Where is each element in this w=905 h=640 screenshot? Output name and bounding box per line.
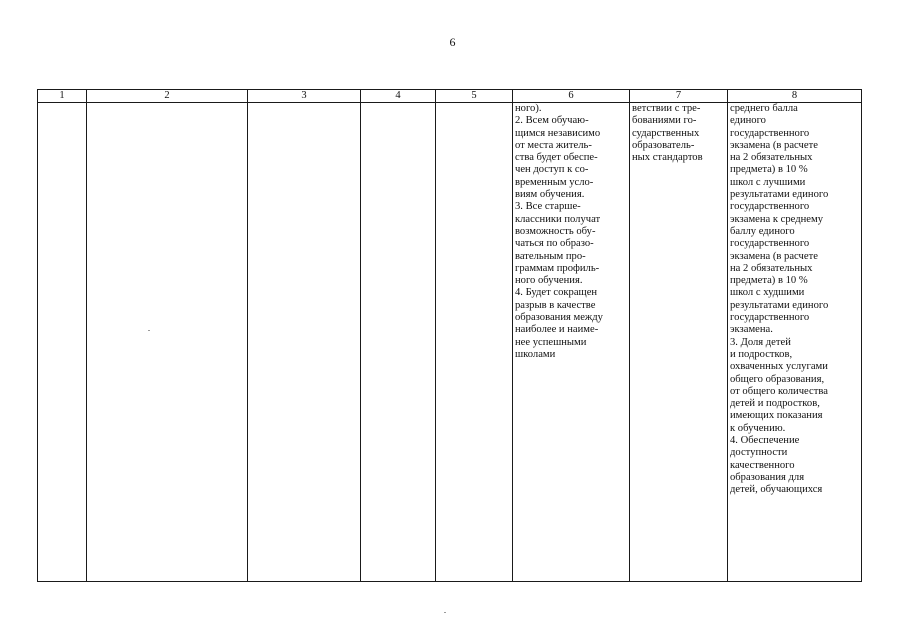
cell-text-line: образователь- bbox=[632, 139, 695, 151]
cell-text-line: государственного bbox=[730, 238, 810, 250]
table-body-row bbox=[38, 103, 862, 582]
cell-col-1 bbox=[38, 103, 87, 582]
column-header-6: 6 bbox=[513, 90, 630, 103]
cell-text-line: 4. Будет сокращен bbox=[515, 287, 598, 299]
cell-text-line: детей, обучающихся bbox=[730, 484, 823, 496]
cell-text-line: ных стандартов bbox=[632, 152, 703, 164]
cell-text-line: наиболее и наиме- bbox=[515, 324, 599, 336]
column-header-1: 1 bbox=[38, 90, 87, 103]
cell-text-line: школ с худшими bbox=[730, 287, 805, 299]
cell-text-line: государственного bbox=[730, 201, 810, 213]
cell-text-line: предмета) в 10 % bbox=[730, 164, 808, 176]
cell-text-line: предмета) в 10 % bbox=[730, 275, 808, 287]
cell-col-2 bbox=[87, 103, 248, 582]
cell-text-line: граммам профиль- bbox=[515, 262, 600, 274]
cell-text-line: ветствии с тре- bbox=[632, 103, 701, 114]
cell-col-6 bbox=[513, 103, 630, 582]
cell-text-line: 4. Обеспечение bbox=[730, 435, 800, 447]
cell-text-line: единого bbox=[730, 115, 766, 127]
cell-col-3 bbox=[248, 103, 361, 582]
cell-text-line: ного обучения. bbox=[515, 275, 583, 287]
cell-text-line: школ с лучшими bbox=[730, 176, 806, 188]
cell-text-line: государственного bbox=[730, 127, 810, 139]
cell-text-line: щимся независимо bbox=[515, 127, 601, 139]
column-header-3: 3 bbox=[248, 90, 361, 103]
cell-text-line: на 2 обязательных bbox=[730, 152, 813, 164]
cell-text-line: экзамена к среднему bbox=[730, 213, 823, 225]
cell-text-line: виям обучения. bbox=[515, 189, 585, 201]
cell-text-line: 3. Все старше- bbox=[515, 201, 581, 213]
cell-text-line: качественного bbox=[730, 459, 795, 471]
cell-text-line: доступности bbox=[730, 447, 788, 459]
table-header-row bbox=[38, 90, 862, 103]
cell-col-5 bbox=[436, 103, 513, 582]
cell-text-line: и подростков, bbox=[730, 348, 793, 360]
cell-text-line: общего образования, bbox=[730, 373, 825, 385]
column-header-8: 8 bbox=[728, 90, 862, 103]
column-header-7: 7 bbox=[630, 90, 728, 103]
cell-text-line: от общего количества bbox=[730, 385, 828, 397]
cell-text-line: классники получат bbox=[515, 213, 601, 225]
cell-text-line: вательным про- bbox=[515, 250, 586, 262]
cell-text-line: имеющих показания bbox=[730, 410, 823, 422]
column-header-4: 4 bbox=[361, 90, 436, 103]
cell-text-line: детей и подростков, bbox=[730, 398, 820, 410]
page-number: 6 bbox=[449, 35, 456, 49]
cell-text-line: возможность обу- bbox=[515, 225, 596, 237]
cell-text-line: к обучению. bbox=[730, 422, 786, 434]
cell-text-line: результатами единого bbox=[730, 189, 829, 201]
cell-text-line: чаться по образо- bbox=[515, 238, 594, 250]
cell-text-line: временным усло- bbox=[515, 176, 594, 188]
cell-col-4 bbox=[361, 103, 436, 582]
cell-text-line: сударственных bbox=[632, 127, 700, 139]
cell-text-line: государственного bbox=[730, 312, 810, 324]
cell-col-8 bbox=[728, 103, 862, 582]
cell-text-line: ства будет обеспе- bbox=[515, 152, 598, 164]
cell-text-line: на 2 обязательных bbox=[730, 262, 813, 274]
cell-text-line: результатами единого bbox=[730, 299, 829, 311]
cell-text-line: школами bbox=[515, 348, 556, 360]
cell-text-line: среднего балла bbox=[730, 103, 798, 114]
scan-speck bbox=[148, 330, 150, 331]
cell-col-7 bbox=[630, 103, 728, 582]
cell-text-line: чен доступ к со- bbox=[515, 164, 589, 176]
cell-text-line: от места житель- bbox=[515, 139, 592, 151]
cell-text-line: 2. Всем обучаю- bbox=[515, 115, 589, 127]
cell-text-line: образования между bbox=[515, 312, 603, 324]
scan-speck bbox=[444, 612, 446, 613]
cell-text-line: ного). bbox=[515, 103, 542, 114]
cell-text-line: охваченных услугами bbox=[730, 361, 828, 373]
cell-text-line: экзамена. bbox=[730, 324, 773, 336]
cell-text-line: образования для bbox=[730, 471, 805, 483]
cell-text-line: бованиями го- bbox=[632, 115, 697, 127]
cell-text-line: разрыв в качестве bbox=[515, 299, 596, 311]
cell-text-line: нее успешными bbox=[515, 336, 587, 348]
column-header-2: 2 bbox=[87, 90, 248, 103]
document-table bbox=[37, 89, 862, 582]
cell-text-line: экзамена (в расчете bbox=[730, 250, 818, 262]
cell-text-line: экзамена (в расчете bbox=[730, 139, 818, 151]
cell-text-line: баллу единого bbox=[730, 225, 795, 237]
cell-text-line: 3. Доля детей bbox=[730, 336, 791, 348]
column-header-5: 5 bbox=[436, 90, 513, 103]
